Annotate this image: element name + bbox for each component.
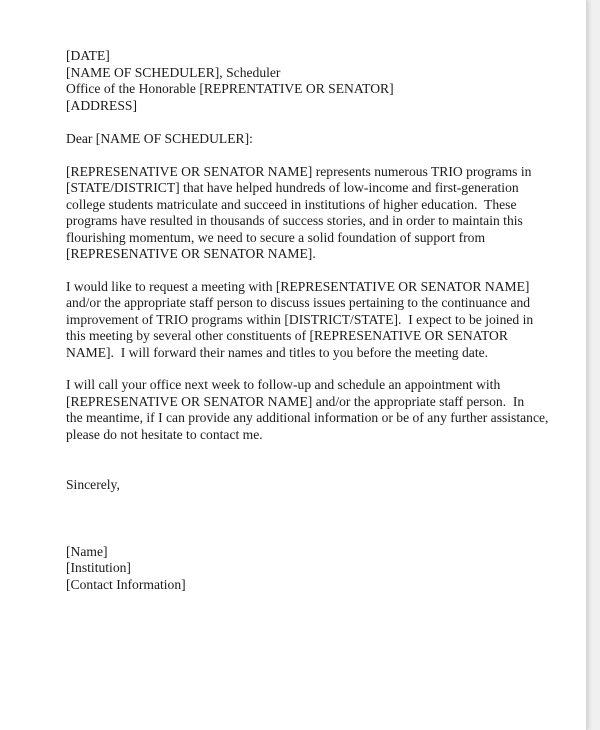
paragraph-line: [REPRESENATIVE OR SENATOR NAME] represents numerous TRIO programs in xyxy=(66,163,532,179)
paragraph-line: I would like to request a meeting with [REPRESENTATIVE OR SENATOR NAME] xyxy=(66,278,530,294)
paragraph-line: [REPRESENATIVE OR SENATOR NAME] and/or the appropriate staff person. In xyxy=(66,393,525,409)
office-line: Office of the Honorable [REPRENTATIVE OR SENATOR] xyxy=(66,81,394,96)
signature-block xyxy=(66,544,536,594)
closing: Sincerely, xyxy=(66,477,120,492)
paragraph-2 xyxy=(66,279,536,362)
paragraph-line: flourishing momentum, we need to secure a solid foundation of support from xyxy=(66,229,486,245)
salutation: Dear [NAME OF SCHEDULER]: xyxy=(66,131,253,146)
paragraph-line: college students matriculate and succeed in institutions of higher education. These xyxy=(66,196,517,212)
paragraph-line: programs have resulted in thousands of success stories, and in order to maintain this xyxy=(66,213,523,228)
paragraph-3 xyxy=(66,377,549,443)
paragraph-line: and/or the appropriate staff person to discuss issues pertaining to the continuance and xyxy=(66,295,531,310)
paragraph-line: [STATE/DISTRICT] that have helped hundreds of low-income and first-generation xyxy=(66,180,519,195)
date-line: [DATE] xyxy=(66,48,110,63)
header-block xyxy=(66,48,536,114)
paragraph-1 xyxy=(66,164,536,263)
signature-institution: [Institution] xyxy=(66,560,131,575)
paragraph-line: NAME]. I will forward their names and titles to you before the meeting date. xyxy=(66,344,489,360)
address-line: [ADDRESS] xyxy=(66,97,137,113)
paragraph-line: please do not hesitate to contact me. xyxy=(66,426,263,442)
paragraph-line: [REPRESENATIVE OR SENATOR NAME]. xyxy=(66,246,316,261)
scheduler-line: [NAME OF SCHEDULER], Scheduler xyxy=(66,64,281,80)
paragraph-line: improvement of TRIO programs within [DISTRICT/STATE]. I expect to be joined in xyxy=(66,311,534,327)
paragraph-line: the meantime, if I can provide any additional information or be of any further assistance, xyxy=(66,410,549,425)
paragraph-line: I will call your office next week to follow-up and schedule an appointment with xyxy=(66,377,501,392)
letter-body xyxy=(66,48,549,593)
signature-name: [Name] xyxy=(66,543,108,559)
paragraph-line: this meeting by several other constituents of [REPRESENATIVE OR SENATOR xyxy=(66,328,508,343)
signature-contact: [Contact Information] xyxy=(66,576,186,592)
